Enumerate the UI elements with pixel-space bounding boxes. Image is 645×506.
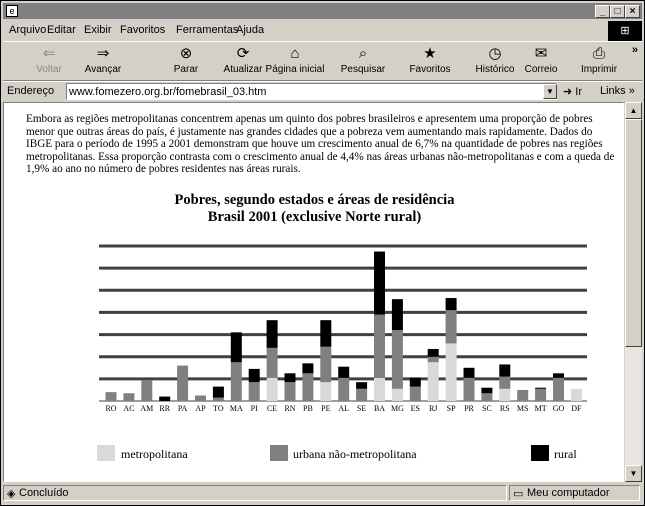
imprimir-button[interactable] [569, 44, 629, 75]
x-tick-label: ES [410, 404, 420, 413]
x-tick-label: MT [534, 404, 547, 413]
bar-am-series-1 [141, 380, 152, 401]
parar-button[interactable] [156, 44, 216, 75]
favorites-icon: ★ [423, 45, 437, 62]
legend-swatch-rural [531, 445, 549, 461]
bar-ma-series-2 [231, 332, 242, 362]
bar-rn-series-1 [285, 382, 296, 401]
address-label: Endereço [7, 85, 55, 97]
bar-pe-series-2 [320, 320, 331, 347]
maximize-button[interactable]: □ [610, 5, 625, 18]
x-tick-label: DF [571, 404, 582, 413]
toolbar-label: Pesquisar [340, 64, 386, 75]
x-tick-label: BA [373, 404, 386, 413]
mail-icon: ✉ [534, 45, 548, 62]
toolbar-label: Parar [173, 64, 199, 75]
bar-sc-series-1 [481, 393, 492, 401]
refresh-icon: ⟳ [236, 45, 250, 62]
menu-item[interactable]: Editar [47, 24, 76, 36]
menu-item[interactable]: Ajuda [236, 24, 265, 36]
search-icon: ⌕ [358, 45, 368, 62]
bar-go-series-1 [553, 378, 564, 401]
legend-label-urbana: urbana não-metropolitana [293, 447, 417, 461]
chart-subtitle: Brasil 2001 (exclusive Norte rural) [207, 209, 422, 225]
address-bar [3, 81, 642, 103]
bar-rs-series-1 [499, 377, 510, 389]
toolbar-label: Correio [524, 64, 558, 75]
home-icon: ⌂ [290, 45, 300, 62]
bar-pa-series-1 [177, 366, 188, 401]
bar-go-series-2 [553, 373, 564, 377]
page-content [3, 102, 624, 482]
x-tick-label: GO [552, 404, 565, 413]
toolbar-label: Página inicial [265, 64, 325, 75]
toolbar-label: Favoritos [409, 64, 451, 75]
computer-icon: ▭ [513, 488, 524, 500]
bar-pb-series-1 [302, 373, 313, 401]
x-tick-label: TO [213, 404, 224, 413]
menu-item[interactable]: Favoritos [120, 24, 166, 36]
back-arrow-icon: ⇐ [42, 45, 56, 62]
favoritos-button[interactable] [400, 44, 460, 75]
x-tick-label: SE [356, 404, 367, 413]
bar-chart [4, 103, 624, 413]
history-icon: ◷ [488, 45, 502, 62]
status-pane-main [3, 485, 507, 501]
bar-ba-series-2 [374, 252, 385, 315]
bar-mt-series-1 [535, 389, 546, 401]
bar-es-series-2 [410, 378, 421, 387]
menu-item[interactable]: Arquivo [9, 24, 47, 36]
links-button[interactable]: Links » [600, 85, 635, 97]
bar-rs-series-0 [499, 389, 510, 401]
minimize-button[interactable]: _ [595, 5, 610, 18]
bar-mg-series-0 [392, 389, 403, 401]
scroll-thumb[interactable] [625, 119, 642, 347]
bar-ce-series-2 [267, 320, 278, 348]
toolbar-label: Atualizar [223, 64, 263, 75]
bar-es-series-1 [410, 387, 421, 401]
bar-ce-series-0 [267, 378, 278, 401]
scroll-up-icon[interactable]: ▲ [625, 102, 642, 119]
bar-df-series-0 [571, 389, 582, 401]
windows-logo-icon: ⊞ [608, 21, 642, 41]
x-tick-label: RR [159, 404, 171, 413]
bar-mg-series-2 [392, 299, 403, 330]
x-tick-label: MG [390, 404, 404, 413]
legend-label-rural: rural [554, 447, 577, 461]
menu-item[interactable]: Ferramentas [176, 24, 239, 36]
x-tick-label: PA [177, 404, 188, 413]
bar-se-series-2 [356, 382, 367, 389]
bar-rn-series-2 [285, 373, 296, 382]
scroll-down-icon[interactable]: ▼ [625, 465, 642, 482]
bar-ac-series-1 [123, 393, 134, 401]
bar-ba-series-1 [374, 315, 385, 378]
status-text: Concluído [19, 487, 69, 499]
intro-paragraph: Embora as regiões metropolitanas concentrem apenas um quinto dos pobres brasileiros e apresentem uma proporção de pobres menor que outras áreas do país, é justamente nas grandes cidades que a pobreza vem aumentando mais rapidamente. Dados do IBGE para o período de 1995 a 2001 demonstram que houve um crescimento anual de 6,7% na quantidade de pobres nas regiões metropolitanas. Essa proporção contrasta com o crescimento anual de 4,4% nas áreas urbanas não-metropolitanas e com a queda de 1,9% ao ano no número de pobres residentes nas áreas rurais. [26, 113, 615, 175]
x-tick-label: AP [195, 404, 206, 413]
x-tick-label: CE [266, 404, 278, 413]
title-bar[interactable] [3, 3, 642, 19]
vertical-scrollbar[interactable] [625, 102, 642, 482]
bar-sp-series-1 [446, 310, 457, 343]
voltar-button[interactable] [19, 44, 79, 75]
legend-swatch-metropolitana [97, 445, 115, 461]
legend-label-metropolitana: metropolitana [121, 447, 188, 461]
bar-al-series-1 [338, 378, 349, 401]
pesquisar-button[interactable] [333, 44, 393, 75]
bar-rs-series-2 [499, 364, 510, 376]
toolbar-label: Avançar [84, 64, 122, 75]
correio-button[interactable] [511, 44, 571, 75]
bar-ba-series-0 [374, 378, 385, 401]
bar-ms-series-1 [517, 390, 528, 401]
x-tick-label: PI [250, 404, 258, 413]
chevron-down-icon[interactable]: ▼ [543, 84, 557, 99]
toolbar-chevron-icon[interactable]: » [631, 44, 638, 56]
bar-sp-series-0 [446, 343, 457, 401]
toolbar-label: Imprimir [580, 64, 618, 75]
toolbar-label: Histórico [475, 64, 515, 75]
menu-item[interactable]: Exibir [84, 24, 112, 36]
bar-ap-series-1 [195, 395, 206, 401]
bar-mg-series-1 [392, 330, 403, 389]
address-input[interactable] [66, 83, 557, 100]
print-icon: ⎙ [592, 45, 605, 62]
x-tick-label: MS [516, 404, 529, 413]
bar-pr-series-2 [464, 368, 475, 378]
ie-logo-icon: e [6, 5, 18, 17]
avan-ar-button[interactable] [73, 44, 133, 75]
bar-ro-series-1 [106, 392, 117, 401]
go-label: Ir [575, 86, 583, 98]
stop-icon: ⊗ [179, 45, 193, 62]
x-tick-label: PR [464, 404, 474, 413]
chart-title: Pobres, segundo estados e áreas de residência [174, 192, 455, 208]
x-tick-label: RO [105, 404, 117, 413]
go-button[interactable]: ➜ Ir [563, 86, 583, 98]
bar-sp-series-2 [446, 298, 457, 310]
bar-pb-series-2 [302, 363, 313, 373]
x-tick-label: PE [321, 404, 331, 413]
x-tick-label: MA [229, 404, 243, 413]
bar-rj-series-1 [428, 357, 439, 363]
bar-pi-series-2 [249, 369, 260, 382]
x-tick-label: RJ [428, 404, 438, 413]
status-bar [3, 484, 642, 503]
atualizar-button[interactable] [213, 44, 273, 75]
bar-pr-series-1 [464, 378, 475, 401]
bar-mt-series-2 [535, 388, 546, 389]
x-tick-label: AL [338, 404, 350, 413]
page-done-icon: ◈ [7, 488, 16, 500]
menu-bar [3, 21, 642, 39]
bar-al-series-2 [338, 367, 349, 378]
close-button[interactable]: × [625, 5, 640, 18]
p-gina-inicial-button[interactable] [265, 44, 325, 75]
bar-rj-series-0 [428, 362, 439, 401]
toolbar-label: Voltar [36, 64, 62, 75]
bar-to-series-1 [213, 398, 224, 401]
x-tick-label: AM [140, 404, 154, 413]
bar-pe-series-1 [320, 347, 331, 382]
bar-ce-series-1 [267, 348, 278, 378]
x-tick-label: PB [303, 404, 313, 413]
x-tick-label: RS [499, 404, 510, 413]
forward-arrow-icon: ⇒ [96, 45, 110, 62]
bar-pe-series-0 [320, 382, 331, 401]
x-tick-label: AC [123, 404, 135, 413]
bar-pi-series-1 [249, 382, 260, 401]
bar-to-series-2 [213, 387, 224, 398]
bar-rr-series-2 [159, 397, 170, 401]
x-tick-label: SC [482, 404, 492, 413]
bar-ma-series-1 [231, 362, 242, 401]
bar-sc-series-2 [481, 388, 492, 394]
legend-swatch-urbana [270, 445, 288, 461]
x-tick-label: RN [284, 404, 296, 413]
zone-text: Meu computador [527, 487, 610, 499]
bar-se-series-1 [356, 389, 367, 401]
x-tick-label: SP [446, 404, 456, 413]
bar-rj-series-2 [428, 349, 439, 357]
toolbar [3, 41, 642, 81]
